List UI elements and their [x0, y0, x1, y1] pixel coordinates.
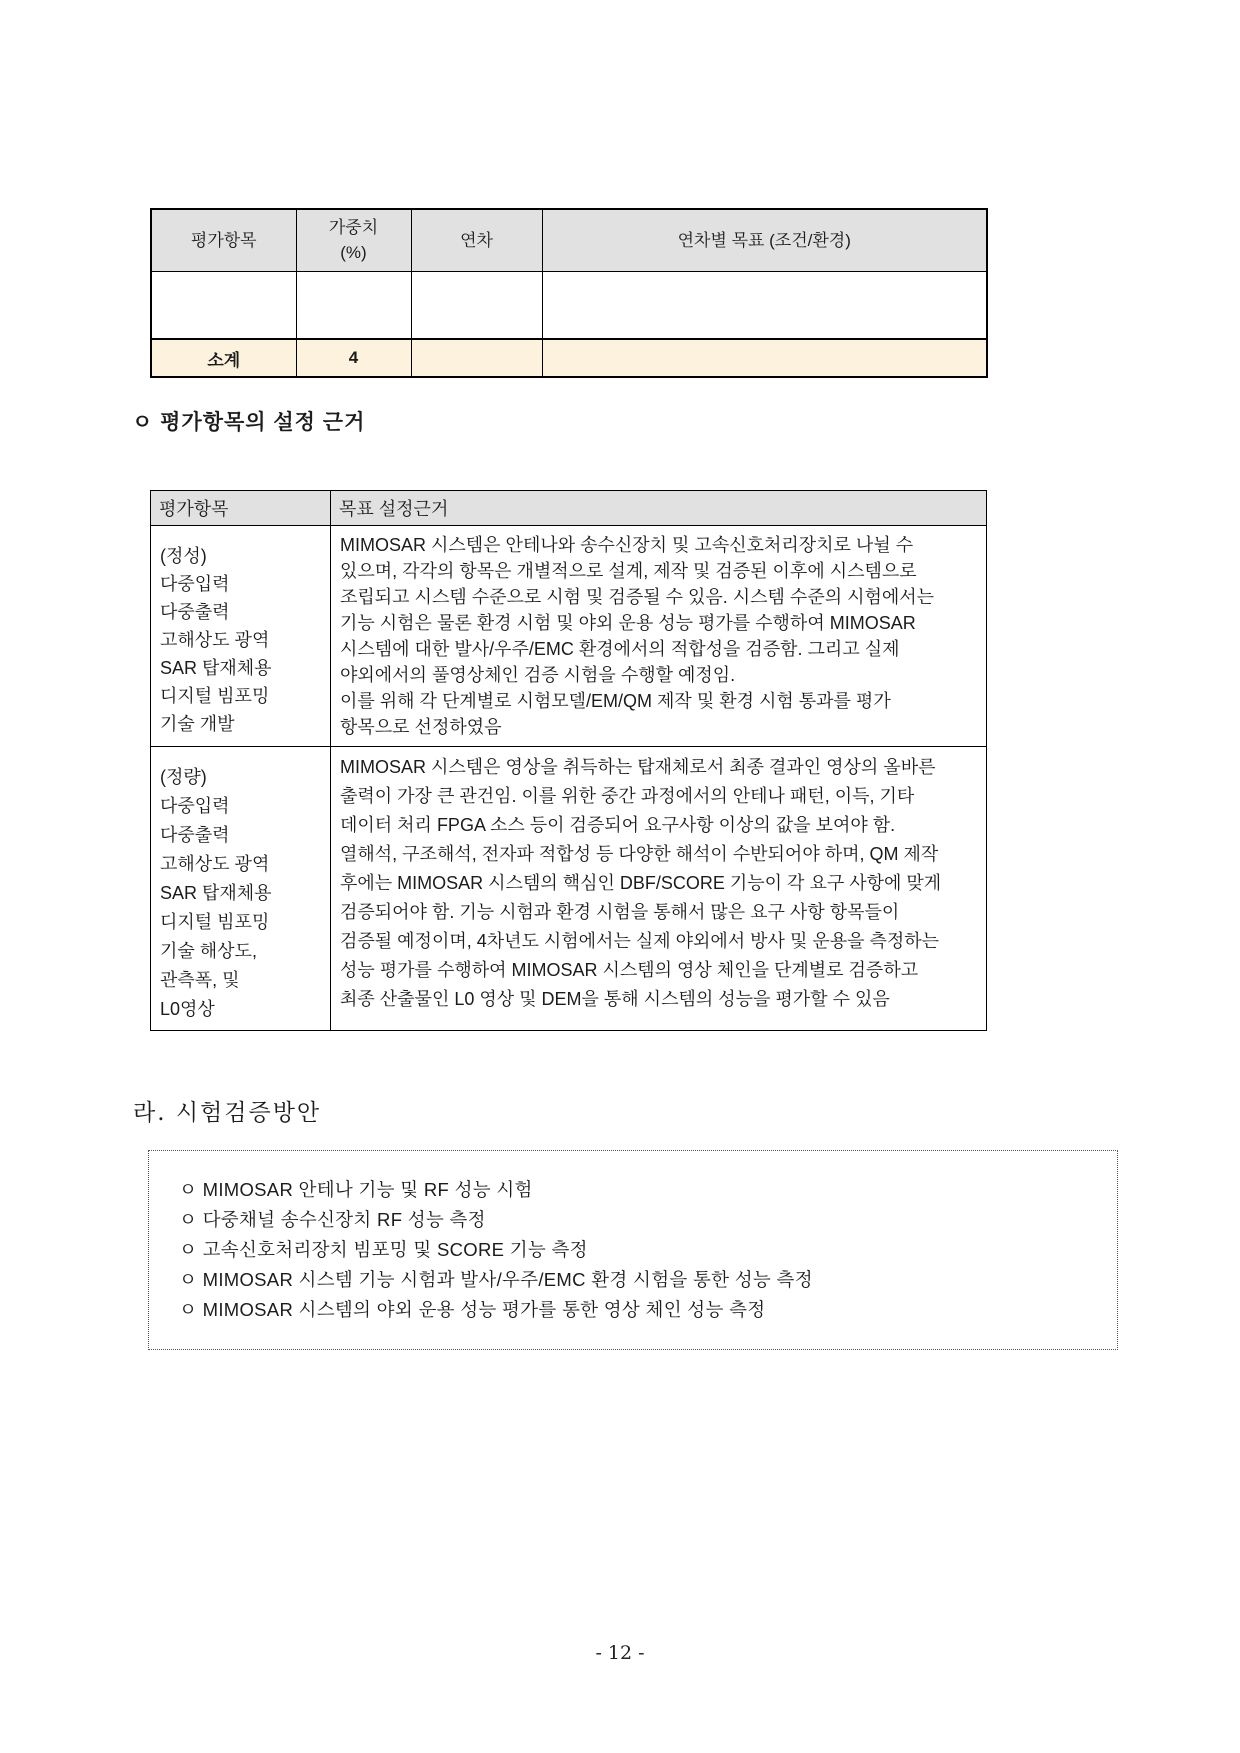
- text-line: 열해석, 구조해석, 전자파 적합성 등 다양한 해석이 수반되어야 하며, QM 제작: [340, 844, 939, 864]
- text-line: 성능 평가를 수행하여 MIMOSAR 시스템의 영상 체인을 단계별로 검증하고: [340, 960, 919, 980]
- quantitative-rationale-cell: [331, 747, 987, 1031]
- empty-data-row: [151, 271, 987, 339]
- header-yearly-goal-label: 연차별 목표 (조건/환경): [677, 230, 851, 250]
- text-line: 기술 해상도,: [160, 941, 257, 961]
- text-line: ㅇ MIMOSAR 시스템 기능 시험과 발사/우주/EMC 환경 시험을 통한 성능 측정: [179, 1269, 813, 1290]
- rationale-header-item: 평가항목: [151, 491, 331, 526]
- goal-rationale-table: [150, 490, 987, 1031]
- text-line: MIMOSAR 시스템은 영상을 취득하는 탑재체로서 최종 결과인 영상의 올바른: [340, 757, 936, 777]
- text-line: 다중출력: [160, 602, 230, 622]
- subtotal-label: 소계: [151, 339, 296, 377]
- subtotal-row: [151, 339, 987, 377]
- text-line: 고해상도 광역: [160, 854, 270, 874]
- text-line: 데이터 처리 FPGA 소스 등이 검증되어 요구사항 이상의 값을 보여야 함.: [340, 815, 896, 835]
- table-header-row: [151, 209, 987, 271]
- text-line: ㅇ MIMOSAR 안테나 기능 및 RF 성능 시험: [179, 1179, 533, 1200]
- text-line: 검증되어야 함. 기능 시험과 환경 시험을 통해서 많은 요구 사항 항목들이: [340, 902, 900, 922]
- rationale-section-heading: ㅇ 평가항목의 설정 근거: [132, 411, 366, 434]
- header-yearly-goal: [542, 209, 987, 271]
- header-weight-line1: 가중치: [328, 218, 379, 238]
- text-line: 다중출력: [160, 825, 230, 845]
- text-line: 이를 위해 각 단계별로 시험모델/EM/QM 제작 및 환경 시험 통과를 평가: [340, 691, 891, 711]
- header-eval-item: [151, 209, 296, 271]
- text-line: 있으며, 각각의 항목은 개별적으로 설계, 제작 및 검증된 이후에 시스템으로: [340, 561, 917, 581]
- test-verification-heading: 라. 시험검증방안: [133, 1100, 322, 1126]
- text-line: ㅇ 다중채널 송수신장치 RF 성능 측정: [179, 1209, 486, 1230]
- text-line: 조립되고 시스템 수준으로 시험 및 검증될 수 있음. 시스템 수준의 시험에서는: [340, 587, 935, 607]
- rationale-header-row: [151, 491, 987, 526]
- header-eval-item-label: 평가항목: [190, 230, 257, 250]
- text-line: L0영상: [160, 999, 215, 1019]
- text-line: ㅇ MIMOSAR 시스템의 야외 운용 성능 평가를 통한 영상 체인 성능 측정: [179, 1299, 766, 1320]
- text-line: 항목으로 선정하였음: [340, 717, 502, 737]
- text-line: 다중입력: [160, 574, 230, 594]
- subtotal-weight-value: 4: [296, 339, 411, 377]
- text-line: 야외에서의 풀영상체인 검증 시험을 수행할 예정임.: [340, 665, 736, 685]
- text-line: SAR 탑재체용: [160, 658, 272, 678]
- header-year-label: 연차: [460, 230, 493, 250]
- header-weight: [296, 209, 411, 271]
- text-line: 시스템에 대한 발사/우주/EMC 환경에서의 적합성을 검증함. 그리고 실제: [340, 639, 900, 659]
- rationale-header-basis: 목표 설정근거: [331, 491, 987, 526]
- header-year: [411, 209, 542, 271]
- empty-cell-item: [151, 271, 296, 339]
- empty-cell-weight: [296, 271, 411, 339]
- empty-cell-goal: [542, 271, 987, 339]
- text-line: SAR 탑재체용: [160, 883, 272, 903]
- empty-cell-year: [411, 271, 542, 339]
- quantitative-item-cell: [151, 747, 331, 1031]
- subtotal-year-cell: [411, 339, 542, 377]
- header-weight-line2: (%): [340, 243, 367, 263]
- qualitative-rationale-cell: [331, 526, 987, 747]
- table-row-quantitative: [151, 747, 987, 1031]
- evaluation-weight-table: [150, 208, 988, 378]
- text-line: 출력이 가장 큰 관건임. 이를 위한 중간 과정에서의 안테나 패턴, 이득, 기타: [340, 786, 915, 806]
- text-line: 최종 산출물인 L0 영상 및 DEM을 통해 시스템의 성능을 평가할 수 있음: [340, 989, 890, 1009]
- text-line: MIMOSAR 시스템은 안테나와 송수신장치 및 고속신호처리장치로 나뉠 수: [340, 535, 914, 555]
- text-line: 기술 개발: [160, 714, 235, 734]
- page-number: - 12 -: [595, 1642, 645, 1664]
- qualitative-item-cell: [151, 526, 331, 747]
- text-line: (정성): [160, 546, 207, 566]
- table-row-qualitative: [151, 526, 987, 747]
- text-line: 다중입력: [160, 796, 230, 816]
- subtotal-goal-cell: [542, 339, 987, 377]
- text-line: 고해상도 광역: [160, 630, 270, 650]
- text-line: 디지털 빔포밍: [160, 912, 270, 932]
- text-line: 후에는 MIMOSAR 시스템의 핵심인 DBF/SCORE 기능이 각 요구 사항에 맞게: [340, 873, 942, 893]
- text-line: ㅇ 고속신호처리장치 빔포밍 및 SCORE 기능 측정: [179, 1239, 588, 1260]
- text-line: 기능 시험은 물론 환경 시험 및 야외 운용 성능 평가를 수행하여 MIMOSAR: [340, 613, 916, 633]
- text-line: 관측폭, 및: [160, 970, 240, 990]
- text-line: 디지털 빔포밍: [160, 686, 270, 706]
- text-line: (정량): [160, 767, 207, 787]
- test-plan-box: [148, 1150, 1118, 1350]
- text-line: 검증될 예정이며, 4차년도 시험에서는 실제 야외에서 방사 및 운용을 측정하는: [340, 931, 940, 951]
